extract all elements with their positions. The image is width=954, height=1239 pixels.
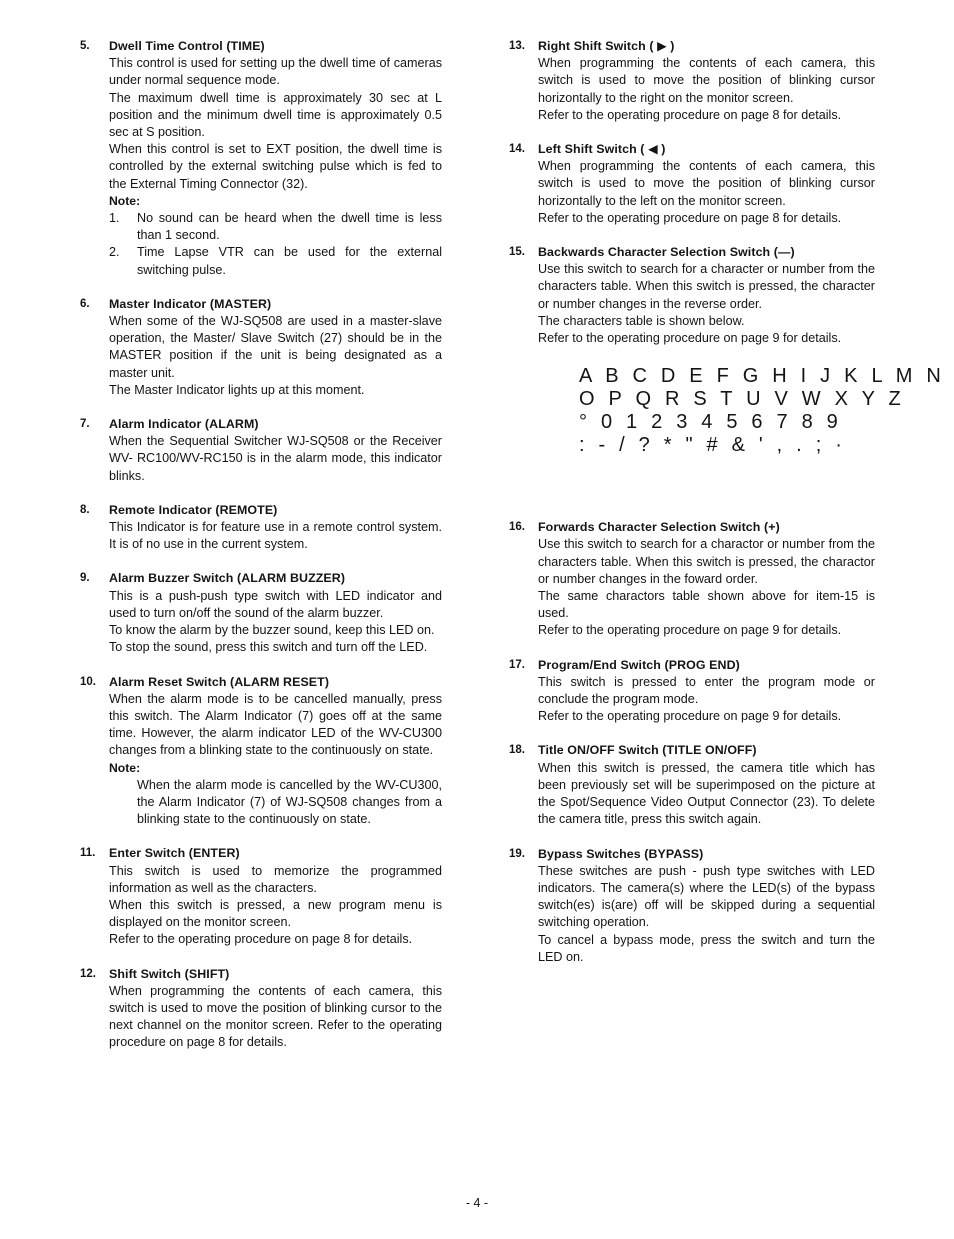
item-9 bbox=[80, 570, 442, 656]
character-row: A B C D E F G H I J K L M N bbox=[579, 365, 946, 388]
note-item bbox=[109, 210, 442, 244]
item-number: 7. bbox=[80, 418, 90, 431]
note-number: 1. bbox=[109, 211, 120, 226]
item-body bbox=[109, 570, 442, 656]
item-paragraph: The Master Indicator lights up at this moment. bbox=[109, 382, 365, 397]
item-number: 9. bbox=[80, 572, 90, 585]
character-row: : - / ? * " # & ' , . ; · bbox=[579, 434, 847, 457]
right-items-group-b bbox=[509, 519, 875, 966]
item-paragraph: Use this switch to search for a character or number from the characters table. When this switch is pressed, the character or number changes in the reverse order. bbox=[538, 262, 875, 311]
item-body bbox=[109, 966, 442, 1052]
item-title: Backwards Character Selection Switch (—) bbox=[538, 245, 795, 260]
item-body bbox=[538, 141, 875, 227]
item-number: 15. bbox=[509, 246, 525, 259]
item-paragraph: Use this switch to search for a charactor or number from the characters table. When this switch is pressed, the charactor or number changes in the foward order. bbox=[538, 537, 875, 586]
character-row: O P Q R S T U V W X Y Z bbox=[579, 388, 905, 411]
item-title: Forwards Character Selection Switch (+) bbox=[538, 520, 780, 535]
item-number: 14. bbox=[509, 143, 525, 156]
item-paragraph: This control is used for setting up the dwell time of cameras under normal sequence mode. bbox=[109, 56, 442, 88]
item-paragraph: When the Sequential Switcher WJ-SQ508 or the Receiver WV- RC100/WV-RC150 is in the alarm mode, this indicator blinks. bbox=[109, 434, 442, 483]
item-body bbox=[109, 502, 442, 554]
item-paragraph: To stop the sound, press this switch and turn off the LED. bbox=[109, 640, 428, 655]
item-title: Program/End Switch (PROG END) bbox=[538, 657, 740, 672]
item-6 bbox=[80, 296, 442, 399]
item-paragraph: Refer to the operating procedure on page 9 for details. bbox=[538, 623, 842, 638]
item-number: 16. bbox=[509, 521, 525, 534]
characters-table bbox=[579, 365, 946, 457]
item-10 bbox=[80, 674, 442, 829]
item-body bbox=[109, 845, 442, 948]
item-paragraph: Refer to the operating procedure on page 8 for details. bbox=[538, 210, 842, 225]
item-paragraph: These switches are push - push type switches with LED indicators. The camera(s) where the LED(s) of the bypass switch(es) is(are) off will be skipped during a sequential switching operation. bbox=[538, 863, 875, 930]
item-paragraph: Refer to the operating procedure on page 8 for details. bbox=[109, 932, 413, 947]
item-paragraph: When this control is set to EXT position, the dwell time is controlled by the external switching pulse which is fed to the External Timing Connector (32). bbox=[109, 142, 442, 191]
item-paragraph: When some of the WJ-SQ508 are used in a master-slave operation, the Master/ Slave Switch (27) should be in the MASTER position if the unit is being designated as a master unit. bbox=[109, 314, 442, 380]
item-paragraph: When this switch is pressed, a new program menu is displayed on the monitor screen. bbox=[109, 897, 442, 930]
item-title: Dwell Time Control (TIME) bbox=[109, 39, 265, 53]
item-body bbox=[109, 674, 442, 829]
item-title: Alarm Indicator (ALARM) bbox=[109, 417, 259, 432]
item-body bbox=[538, 846, 875, 966]
item-body bbox=[109, 296, 442, 399]
item-18 bbox=[509, 742, 875, 828]
item-title: Alarm Reset Switch (ALARM RESET) bbox=[109, 674, 330, 689]
page-number: - 4 - bbox=[465, 1196, 489, 1210]
item-body bbox=[538, 38, 875, 124]
item-number: 8. bbox=[80, 503, 90, 516]
item-body bbox=[538, 519, 875, 639]
item-paragraph: When programming the contents of each camera, this switch is used to move the position of blinking cursor to the next channel on the monitor screen. Refer to the operating procedure on page 8 for details. bbox=[109, 983, 442, 1050]
item-title: Title ON/OFF Switch (TITLE ON/OFF) bbox=[538, 743, 757, 758]
item-paragraph: This is a push-push type switch with LED indicator and used to turn on/off the sound of the alarm buzzer. bbox=[109, 588, 442, 620]
item-title: Remote Indicator (REMOTE) bbox=[109, 502, 278, 517]
item-number: 6. bbox=[80, 297, 90, 310]
item-number: 17. bbox=[509, 658, 525, 671]
item-body bbox=[109, 38, 442, 279]
note-text: No sound can be heard when the dwell time is less than 1 second. bbox=[137, 211, 442, 243]
item-11 bbox=[80, 845, 442, 948]
note-number: 2. bbox=[109, 245, 120, 260]
item-paragraph: When programming the contents of each camera, this switch is used to move the position of blinking cursor horizontally to the right on the monitor screen. bbox=[538, 56, 875, 105]
note-text: Time Lapse VTR can be used for the external switching pulse. bbox=[137, 245, 442, 277]
item-paragraph: The maximum dwell time is approximately 30 sec at L position and the minimum dwell time is approximately 0.5 sec at S position. bbox=[109, 90, 442, 140]
item-paragraph: Refer to the operating procedure on page 8 for details. bbox=[538, 107, 842, 122]
item-paragraph: Refer to the operating procedure on page 9 for details. bbox=[538, 709, 842, 724]
item-title: Shift Switch (SHIFT) bbox=[109, 966, 230, 981]
item-paragraph: To know the alarm by the buzzer sound, keep this LED on. bbox=[109, 623, 435, 638]
item-body bbox=[538, 244, 875, 347]
item-19 bbox=[509, 846, 875, 966]
item-paragraph: When this switch is pressed, the camera title which has been previously set will be superimposed on the picture at the Spot/Sequence Video Output Connector (23). To delete the camera title, press this switch again. bbox=[538, 760, 875, 827]
item-17 bbox=[509, 657, 875, 726]
item-paragraph: The characters table is shown below. bbox=[538, 313, 745, 328]
item-title: Right Shift Switch ( ▶ ) bbox=[538, 39, 675, 53]
item-7 bbox=[80, 416, 442, 485]
item-title: Left Shift Switch ( ◀ ) bbox=[538, 142, 666, 157]
item-number: 10. bbox=[80, 675, 96, 688]
item-15 bbox=[509, 244, 875, 347]
item-number: 11. bbox=[80, 847, 96, 860]
note-label: Note: bbox=[109, 193, 141, 208]
item-number: 5. bbox=[80, 40, 90, 52]
item-paragraph: When the alarm mode is to be cancelled manually, press this switch. The Alarm Indicator (7) goes off at the same time. However, the alarm indicator LED of the WV-CU300 changes from a blinking state to the continuously on state. bbox=[109, 691, 442, 758]
item-number: 19. bbox=[509, 847, 525, 860]
item-14 bbox=[509, 141, 875, 227]
item-title: Bypass Switches (BYPASS) bbox=[538, 846, 704, 861]
item-title: Alarm Buzzer Switch (ALARM BUZZER) bbox=[109, 571, 346, 586]
item-13 bbox=[509, 38, 875, 124]
item-body bbox=[538, 742, 875, 828]
note-label: Note: bbox=[109, 760, 141, 775]
item-16 bbox=[509, 519, 875, 639]
item-number: 12. bbox=[80, 967, 96, 980]
item-number: 13. bbox=[509, 40, 525, 52]
item-body bbox=[109, 416, 442, 485]
left-column bbox=[80, 38, 442, 1069]
note-list bbox=[109, 210, 442, 279]
right-column bbox=[509, 38, 946, 983]
item-paragraph: This switch is used to memorize the programmed information as well as the characters. bbox=[109, 863, 442, 895]
item-number: 18. bbox=[509, 744, 525, 757]
item-paragraph: This Indicator is for feature use in a remote control system. It is of no use in the current system. bbox=[109, 520, 442, 552]
item-title: Enter Switch (ENTER) bbox=[109, 846, 240, 861]
character-row: ° 0 1 2 3 4 5 6 7 8 9 bbox=[579, 411, 842, 434]
right-items-group-a bbox=[509, 38, 875, 347]
item-paragraph: To cancel a bypass mode, press the switch and turn the LED on. bbox=[538, 932, 875, 964]
item-paragraph: This switch is pressed to enter the program mode or conclude the program mode. bbox=[538, 674, 875, 707]
item-title: Master Indicator (MASTER) bbox=[109, 296, 272, 311]
item-paragraph: When programming the contents of each camera, this switch is used to move the position of blinking cursor horizontally to the left on the monitor screen. bbox=[538, 159, 875, 208]
item-12 bbox=[80, 966, 442, 1052]
note-text: When the alarm mode is cancelled by the WV-CU300, the Alarm Indicator (7) of WJ-SQ508 changes from a blinking state to the continuously on state. bbox=[137, 777, 442, 827]
item-8 bbox=[80, 502, 442, 554]
item-paragraph: Refer to the operating procedure on page 9 for details. bbox=[538, 331, 842, 346]
item-5 bbox=[80, 38, 442, 279]
note-item bbox=[109, 244, 442, 278]
item-body bbox=[538, 657, 875, 726]
item-paragraph: The same charactors table shown above for item-15 is used. bbox=[538, 589, 875, 621]
